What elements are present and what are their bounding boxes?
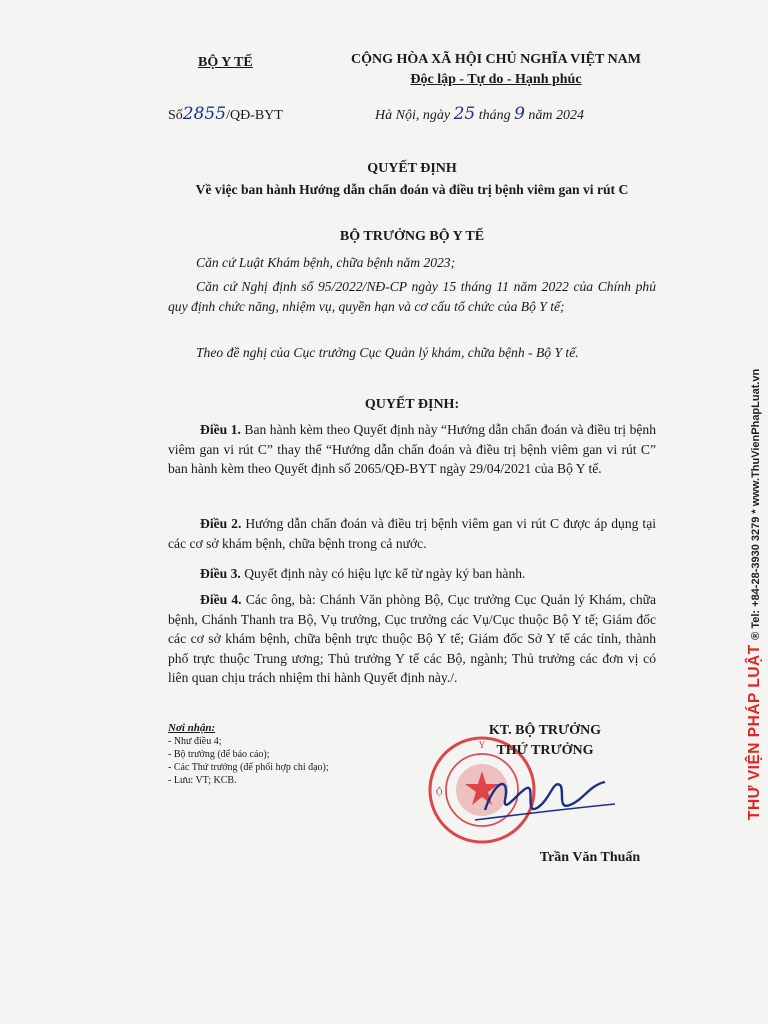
article-1-text: Ban hành kèm theo Quyết định này “Hướng dẫn chẩn đoán và điều trị bệnh viêm gan vi rút C” thay thế “Hướng dẫn chẩn đoán và điều trị bệnh viêm gan vi rút C” ban hành kèm theo Quyết định số 2065/QĐ-BYT ngày 29/04/2021 của Bộ Y tế.	[168, 422, 656, 476]
decides-heading: QUYẾT ĐỊNH:	[364, 397, 460, 412]
number-handwritten: 2855	[182, 104, 227, 124]
date-year: năm 2024	[528, 108, 585, 123]
motto: Độc lập - Tự do - Hạnh phúc	[410, 72, 582, 87]
date-day: 25	[453, 104, 476, 124]
authority-heading: BỘ TRƯỞNG BỘ Y TẾ	[339, 229, 485, 244]
article-2-text: Hướng dẫn chẩn đoán và điều trị bệnh viêm gan vi rút C được áp dụng tại các cơ sở khám bệnh, chữa bệnh trong cả nước.	[168, 516, 656, 551]
recipient-item: - Các Thứ trưởng (để phối hợp chỉ đạo);	[168, 762, 329, 773]
date-prefix: Hà Nội, ngày	[375, 108, 451, 123]
svg-text:Ộ: Ộ	[436, 787, 443, 797]
issue-date	[375, 104, 584, 124]
article-4-text: Các ông, bà: Chánh Văn phòng Bộ, Cục trưởng Cục Quản lý Khám, chữa bệnh, Chánh Thanh tra Bộ, Vụ trưởng, Cục trưởng các Vụ/Cục thuộc Bộ Y tế; Giám đốc các cơ sở khám bệnh, chữa bệnh trực thuộc Bộ Y tế; Giám đốc Sở Y tế các tỉnh, thành phố trực thuộc Trung ương; Thủ trưởng Y tế các Bộ, ngành; Thủ trưởng các đơn vị có liên quan chịu trách nhiệm thi hành Quyết định này./.	[168, 592, 657, 685]
agency-name: BỘ Y TẾ	[198, 55, 253, 70]
recipient-item: - Lưu: VT; KCB.	[168, 775, 237, 786]
article-2	[168, 514, 656, 553]
signature-title: KT. BỘ TRƯỞNG	[488, 723, 602, 738]
article-1	[168, 420, 656, 479]
signature-subtitle: THỨ TRƯỞNG	[496, 743, 594, 758]
recipients-heading: Nơi nhận:	[168, 722, 216, 734]
recipients-block	[168, 722, 329, 787]
basis-3: Theo đề nghị của Cục trưởng Cục Quản lý khám, chữa bệnh - Bộ Y tế.	[196, 345, 579, 360]
article-4	[168, 590, 656, 688]
article-3-label: Điều 3.	[200, 566, 241, 581]
svg-text:Y: Y	[478, 740, 486, 750]
article-4-label: Điều 4.	[200, 592, 242, 607]
basis-1: Căn cứ Luật Khám bệnh, chữa bệnh năm 2023;	[196, 255, 456, 270]
date-month-label: tháng	[478, 108, 511, 123]
date-month: 9	[514, 104, 525, 124]
watermark-brand: THƯ VIỆN PHÁP LUẬT	[746, 644, 763, 820]
watermark	[746, 160, 766, 820]
signer-name: Trần Văn Thuấn	[539, 850, 641, 865]
nation-title: CỘNG HÒA XÃ HỘI CHỦ NGHĨA VIỆT NAM	[350, 52, 641, 67]
decision-heading: QUYẾT ĐỊNH	[367, 161, 457, 176]
recipient-item: - Như điều 4;	[168, 736, 222, 747]
number-prefix: Số	[168, 108, 183, 123]
article-2-label: Điều 2.	[200, 516, 242, 531]
watermark-contact: ® Tel: +84-28-3930 3279 * www.ThuVienPhapLuat.vn	[750, 368, 762, 640]
article-1-label: Điều 1.	[200, 422, 241, 437]
handwritten-signature	[465, 760, 635, 840]
article-3-text: Quyết định này có hiệu lực kể từ ngày ký ban hành.	[244, 566, 526, 581]
document-number	[168, 104, 283, 124]
article-3	[168, 564, 656, 584]
number-suffix: /QĐ-BYT	[226, 108, 283, 123]
decision-subject: Về việc ban hành Hướng dẫn chẩn đoán và điều trị bệnh viêm gan vi rút C	[195, 182, 629, 197]
basis-2: Căn cứ Nghị định số 95/2022/NĐ-CP ngày 15 tháng 11 năm 2022 của Chính phủ quy định chức năng, nhiệm vụ, quyền hạn và cơ cấu tổ chức của Bộ Y tế;	[168, 279, 656, 314]
recipient-item: - Bộ trưởng (để báo cáo);	[168, 749, 270, 760]
